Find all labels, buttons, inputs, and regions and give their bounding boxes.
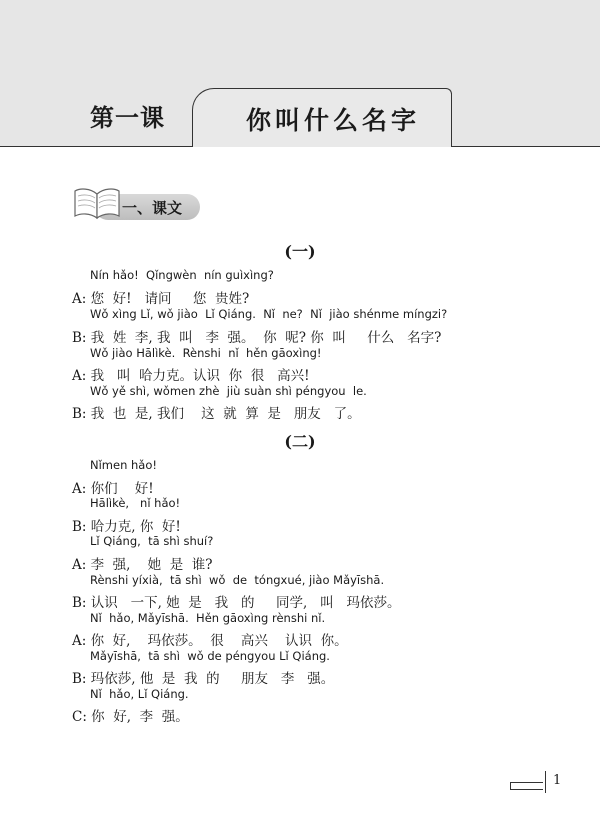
pinyin-line: Nǐ hǎo, Mǎyīshā. Hěn gāoxìng rènshi nǐ. [90,611,326,625]
dialogue-line: C: 你 好, 李 强。 [72,709,189,725]
pinyin-line: Lǐ Qiáng, tā shì shuí? [90,534,214,548]
footer-rule [545,771,546,793]
dialogue-line: B: 认识 一下, 她 是 我 的 同学, 叫 玛依莎。 [72,595,401,611]
dialogue-line: B: 哈力克, 你 好! [72,519,181,535]
lesson-title: 你叫什么名字 [246,106,421,135]
dialogue-line: A: 我 叫 哈力克。认识 你 很 高兴! [72,368,310,384]
open-book-icon [72,182,122,222]
dialogue-line: B: 我 也 是, 我们 这 就 算 是 朋友 了。 [72,406,361,422]
footer-marker [510,782,543,790]
section-label: 一、课文 [122,199,183,217]
part-heading: (一) [284,242,316,261]
pinyin-line: Nǐmen hǎo! [90,458,158,472]
dialogue-line: A: 你 好, 玛依莎。 很 高兴 认识 你。 [72,633,348,649]
dialogue-line: B: 玛依莎, 他 是 我 的 朋友 李 强。 [72,671,335,687]
page-number: 1 [553,773,562,788]
pinyin-line: Hālìkè, nǐ hǎo! [90,496,181,510]
pinyin-line: Wǒ xìng Lǐ, wǒ jiào Lǐ Qiáng. Nǐ ne? Nǐ jiào shénme míngzi? [90,307,448,321]
pinyin-line: Wǒ yě shì, wǒmen zhè jiù suàn shì péngyou le. [90,384,367,398]
pinyin-line: Mǎyīshā, tā shì wǒ de péngyou Lǐ Qiáng. [90,649,330,663]
pinyin-line: Wǒ jiào Hālìkè. Rènshi nǐ hěn gāoxìng! [90,346,322,360]
pinyin-line: Rènshi yíxià, tā shì wǒ de tóngxué, jiào Mǎyīshā. [90,573,385,587]
lesson-number: 第一课 [90,104,165,132]
dialogue-line: B: 我 姓 李, 我 叫 李 强。 你 呢? 你 叫 什么 名字? [72,330,442,346]
dialogue-line: A: 李 强, 她 是 谁? [72,557,213,573]
pinyin-line: Nín hǎo! Qǐngwèn nín guìxìng? [90,268,274,282]
dialogue-line: A: 您 好! 请问 您 贵姓? [72,291,250,307]
pinyin-line: Nǐ hǎo, Lǐ Qiáng. [90,687,189,701]
dialogue-line: A: 你们 好! [72,481,154,497]
part-heading: (二) [284,432,316,451]
